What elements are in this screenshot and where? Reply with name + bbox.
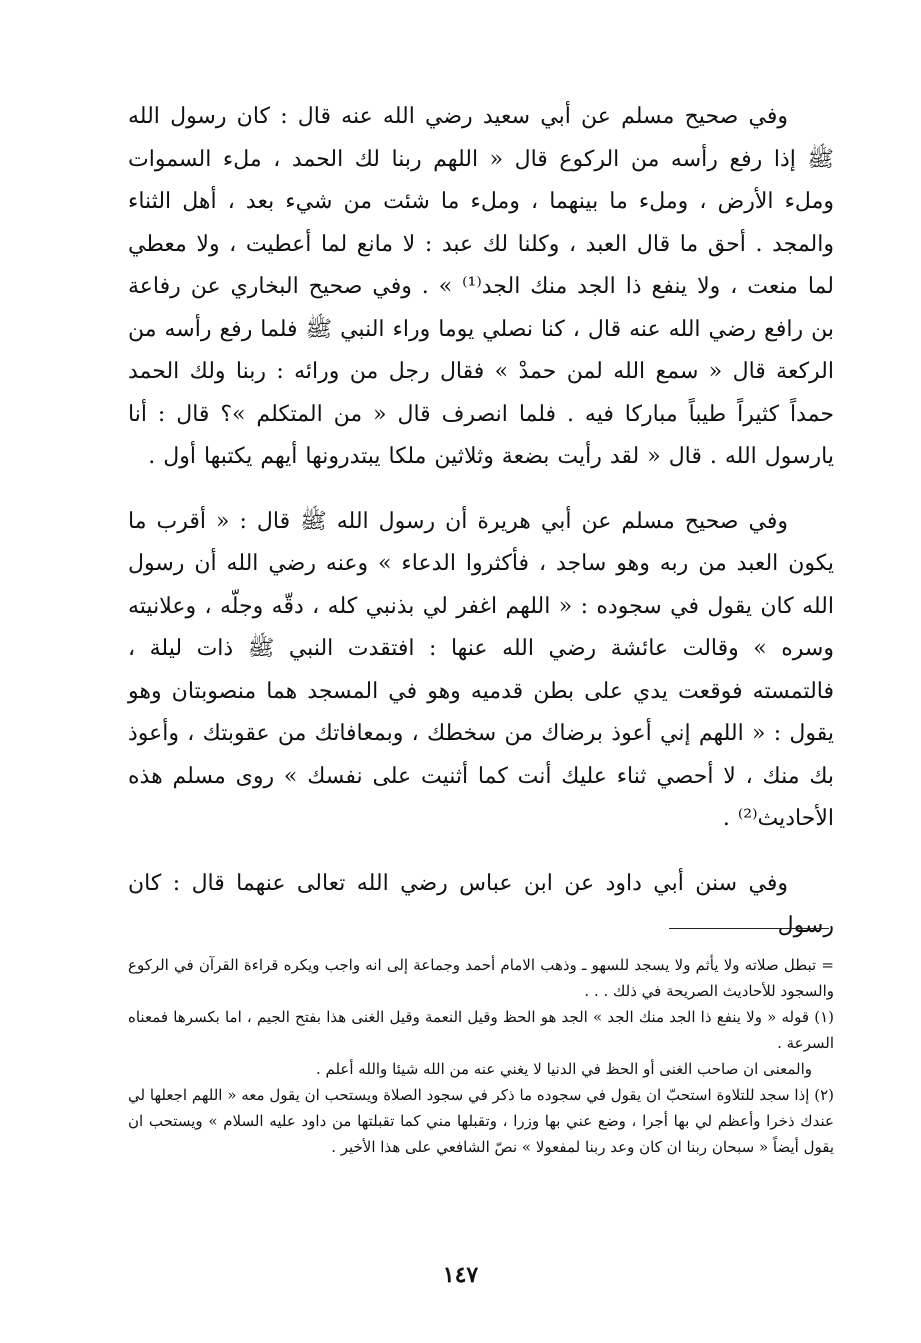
footnote-divider xyxy=(669,928,829,929)
footnotes-block xyxy=(128,952,834,1160)
footnote-2-marker: (٢) xyxy=(814,1086,834,1104)
footnote-2-text: إذا سجد للتلاوة استحبّ ان يقول في سجوده ما ذكر في سجود الصلاة ويستحب ان يقول معه « اللهم اجعلها لي عندك ذخرا وأعظم لي بها أجرا ، وضع عني بها وزرا ، وتقبلها مني كما تقبلتها من داود عليه السلام » ويستحب ان يقول أيضاً « سبحان ربنا ان كان وعد ربنا لمفعولا » نصّ الشافعي على هذا الأخير . xyxy=(128,1086,834,1156)
page-number: ١٤٧ xyxy=(442,1262,479,1288)
paragraph-hadith-ibn-abbas: وفي سنن أبي داود عن ابن عباس رضي الله تعالى عنهما قال : كان رسول xyxy=(128,870,834,938)
footnote-1-text: قوله « ولا ينفع ذا الجد منك الجد » الجد هو الحظ وقيل النعمة وقيل الغنى هذا بفتح الجيم ، اما بكسرها فمعناه السرعة . xyxy=(128,1008,834,1052)
paragraph-hadith-abu-said: وفي صحيح مسلم عن أبي سعيد رضي الله عنه قال : كان رسول الله ﷺ إذا رفع رأسه من الركوع قال « اللهم ربنا لك الحمد ، ملء السموات وملء الأرض ، وملء ما بينهما ، وملء ما شئت من شيء بعد ، أهل الثناء والمجد . أحق ما قال العبد ، وكلنا لك عبد : لا مانع لما أعطيت ، ولا معطي لما منعت ، ولا ينفع ذا الجد منك الجد⁽¹⁾ » . وفي صحيح البخاري عن رفاعة بن رافع رضي الله عنه قال ، كنا نصلي يوما وراء النبي ﷺ فلما رفع رأسه من الركعة قال « سمع الله لمن حمدْ » فقال رجل من ورائه : ربنا ولك الحمد حمداً كثيراً طيباً مباركا فيه . فلما انصرف قال « من المتكلم »؟ قال : أنا يارسول الله . قال « لقد رأيت بضعة وثلاثين ملكا يبتدرونها أيهم يكتبها أول . xyxy=(127,104,834,469)
footnote-2 xyxy=(128,1082,834,1160)
main-text-block xyxy=(128,96,834,948)
footnote-continuation xyxy=(128,952,834,1004)
footnote-1-marker: (١) xyxy=(814,1008,834,1026)
footnote-1 xyxy=(128,1004,834,1056)
footnote-continuation-marker: = xyxy=(821,956,834,974)
paragraph-hadith-abu-hurayra: وفي صحيح مسلم عن أبي هريرة أن رسول الله ﷺ قال : « أقرب ما يكون العبد من ربه وهو ساجد ، فأكثروا الدعاء » وعنه رضي الله أن رسول الله كان يقول في سجوده : « اللهم اغفر لي بذنبي كله ، دقّه وجلّه ، وعلانيته وسره » وقالت عائشة رضي الله عنها : افتقدت النبي ﷺ ذات ليلة ، فالتمسته فوقعت يدي على بطن قدميه وهو في المسجد هما منصوبتان وهو يقول : « اللهم إني أعوذ برضاك من سخطك ، وبمعافاتك من عقوبتك ، وأعوذ بك منك ، لا أحصي ثناء عليك أنت كما أثنيت على نفسك » روى مسلم هذه الأحاديث⁽²⁾ . xyxy=(128,508,834,831)
footnote-continuation-text: تبطل صلاته ولا يأثم ولا يسجد للسهو ـ وذهب الامام أحمد وجماعة إلى انه واجب ويكره قراءة القرآن في الركوع والسجود للأحاديث الصريحة في ذلك . . . xyxy=(128,956,834,1000)
footnote-1-extra: والمعنى ان صاحب الغنى أو الحظ في الدنيا لا يغني عنه من الله شيئا والله أعلم . xyxy=(315,1060,812,1078)
